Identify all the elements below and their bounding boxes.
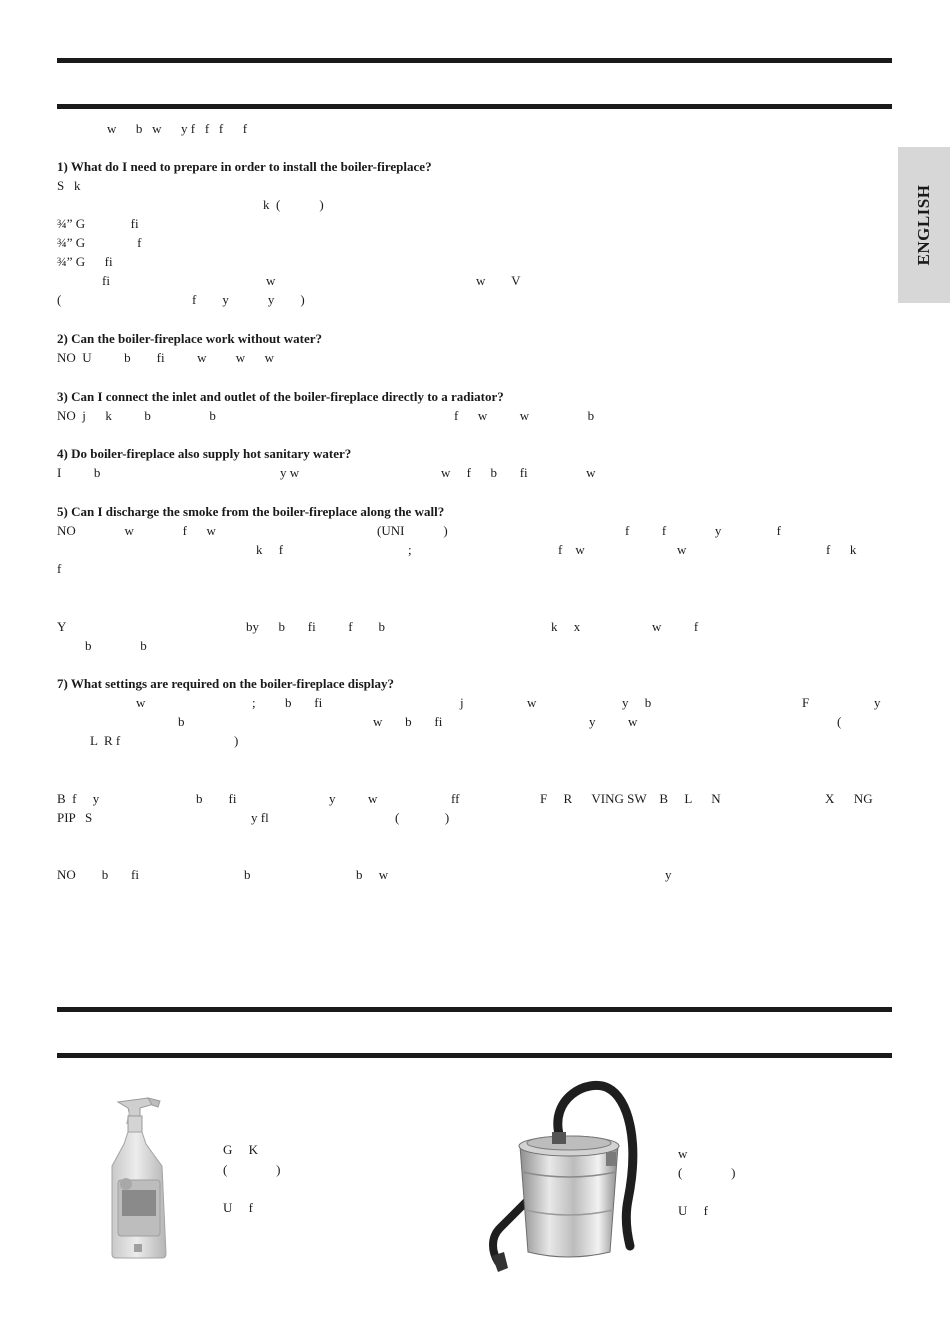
ash-vacuum-image bbox=[478, 1080, 668, 1275]
answer-3-a: NO j k b b bbox=[57, 408, 216, 423]
answer-8-c: y w bbox=[329, 791, 378, 806]
answer-8-e: F R VING SW B L N bbox=[540, 791, 721, 806]
answer-6-b: by b fi f b bbox=[246, 619, 386, 634]
answer-7-a: w bbox=[136, 695, 146, 710]
question-2: 2) Can the boiler-fireplace work without water? bbox=[57, 331, 323, 346]
answer-7-h: y bbox=[874, 695, 881, 710]
answer-5-f: f w bbox=[558, 542, 585, 557]
answer-7-f: y b bbox=[622, 695, 652, 710]
answer-7-n: ) bbox=[234, 733, 239, 748]
answer-7-l: ( bbox=[837, 714, 842, 729]
answer-8-i: ( ) bbox=[395, 810, 450, 825]
answer-9-c: b w bbox=[356, 867, 389, 882]
answer-5-e: ; bbox=[408, 542, 412, 557]
answer-5-d: k f bbox=[256, 542, 284, 557]
question-3: 3) Can I connect the inlet and outlet of the boiler-fireplace directly to a radiator? bbox=[57, 389, 504, 404]
answer-1-line-3: ¾” G fi bbox=[57, 216, 139, 231]
question-7: 7) What settings are required on the boiler-fireplace display? bbox=[57, 676, 395, 691]
answer-8-f: X NG bbox=[825, 791, 873, 806]
answer-2: NO U b fi w w w bbox=[57, 350, 275, 365]
answer-8-h: y fl bbox=[251, 810, 269, 825]
answer-4-b: y w bbox=[280, 465, 300, 480]
answer-8-a: B f y bbox=[57, 791, 100, 806]
answer-1-line-5: ¾” G fi bbox=[57, 254, 113, 269]
answer-7-j: w b fi bbox=[373, 714, 443, 729]
spray-product-line-3: U f bbox=[223, 1200, 253, 1215]
answer-7-m: L R f bbox=[90, 733, 121, 748]
question-5: 5) Can I discharge the smoke from the boiler-fireplace along the wall? bbox=[57, 504, 445, 519]
glass-cleaner-spray-image bbox=[104, 1094, 174, 1262]
answer-8-g: PIP S bbox=[57, 810, 93, 825]
answer-6-e: b b bbox=[85, 638, 147, 653]
faq-intro: w b w y f f f f bbox=[107, 121, 248, 136]
answer-7-k: y w bbox=[589, 714, 638, 729]
answer-9-b: b bbox=[244, 867, 251, 882]
answer-9-a: NO b fi bbox=[57, 867, 139, 882]
answer-6-d: w f bbox=[652, 619, 699, 634]
answer-1-line-6c: w V bbox=[476, 273, 521, 288]
answer-6-a: Y bbox=[57, 619, 67, 634]
language-tab-label: ENGLISH bbox=[914, 184, 933, 266]
answer-7-i: b bbox=[178, 714, 185, 729]
answer-5-a: NO w f w bbox=[57, 523, 216, 538]
answer-5-g: w bbox=[677, 542, 687, 557]
accessories-top-rule bbox=[57, 1007, 892, 1012]
answer-1-line-7a: ( bbox=[57, 292, 62, 307]
answer-7-e: w bbox=[527, 695, 537, 710]
answer-3-b: f w w b bbox=[454, 408, 595, 423]
answer-7-d: j bbox=[460, 695, 464, 710]
answer-1-line-6b: w bbox=[266, 273, 276, 288]
answer-4-c: w f b fi w bbox=[441, 465, 596, 480]
answer-5-c: f f y f bbox=[625, 523, 781, 538]
answer-1-line-6a: fi bbox=[102, 273, 110, 288]
spray-product-line-2: ( ) bbox=[223, 1162, 281, 1177]
vacuum-product-line-2: ( ) bbox=[678, 1165, 736, 1180]
question-4: 4) Do boiler-fireplace also supply hot sanitary water? bbox=[57, 446, 352, 461]
answer-1-line-1: S k bbox=[57, 178, 81, 193]
answer-7-c: b fi bbox=[285, 695, 323, 710]
answer-6-c: k x bbox=[551, 619, 581, 634]
answer-1-line-2: k ( ) bbox=[263, 197, 324, 212]
answer-5-h: f k bbox=[826, 542, 857, 557]
answer-1-line-4: ¾” G f bbox=[57, 235, 142, 250]
vacuum-product-line-1: w bbox=[678, 1146, 688, 1161]
spray-product-line-1: G K bbox=[223, 1142, 259, 1157]
top-rule bbox=[57, 58, 892, 63]
answer-8-b: b fi bbox=[196, 791, 237, 806]
answer-7-b: ; bbox=[252, 695, 256, 710]
answer-9-d: y bbox=[665, 867, 672, 882]
answer-7-g: F bbox=[802, 695, 810, 710]
language-tab bbox=[898, 147, 950, 303]
answer-1-line-7b: f y y ) bbox=[192, 292, 305, 307]
answer-8-d: ff bbox=[451, 791, 460, 806]
answer-4-a: I b bbox=[57, 465, 101, 480]
faq-header-rule bbox=[57, 104, 892, 109]
answer-5-i: f bbox=[57, 561, 62, 576]
accessories-header-rule bbox=[57, 1053, 892, 1058]
vacuum-product-line-3: U f bbox=[678, 1203, 708, 1218]
answer-5-b: (UNI ) bbox=[377, 523, 448, 538]
question-1: 1) What do I need to prepare in order to install the boiler-fireplace? bbox=[57, 159, 432, 174]
